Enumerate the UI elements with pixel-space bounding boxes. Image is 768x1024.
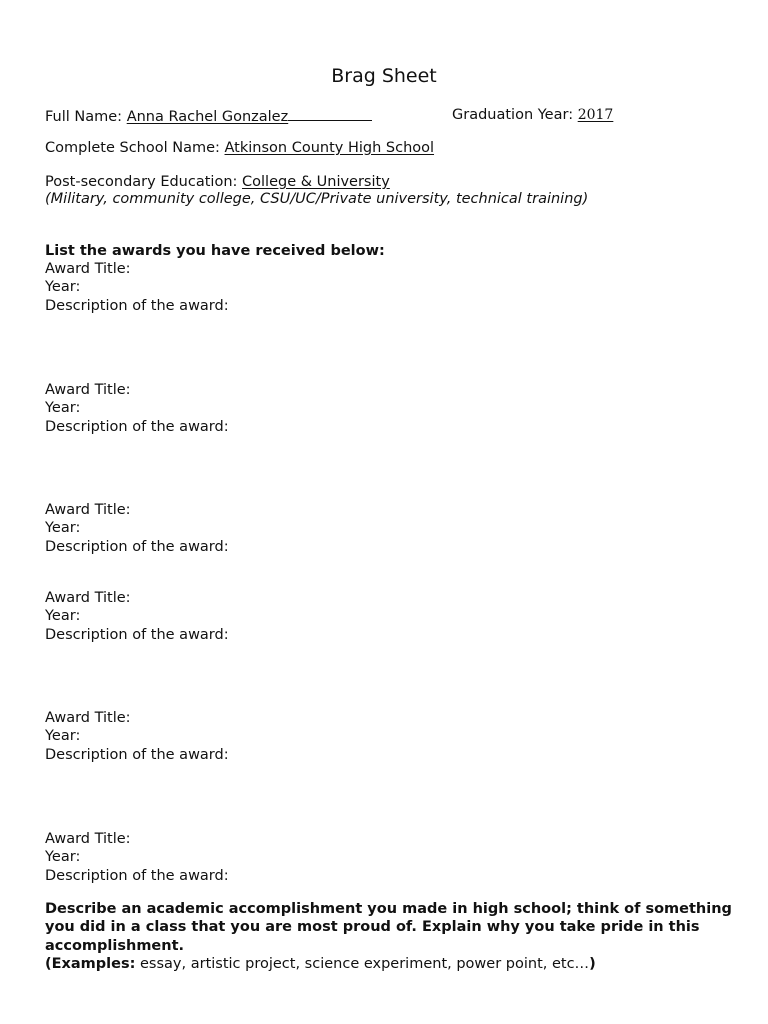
award-entry	[45, 830, 725, 885]
graduation-year-label: Graduation Year:	[452, 107, 578, 123]
award-description-label: Description of the award:	[45, 538, 229, 555]
award-title-label: Award Title:	[45, 382, 131, 398]
examples-line	[45, 955, 596, 973]
school-name-row	[45, 139, 434, 157]
award-entry	[45, 589, 725, 644]
post-secondary-row	[45, 173, 390, 191]
post-secondary-value: College & University	[242, 174, 390, 190]
award-year-label: Year:	[45, 520, 81, 537]
post-secondary-hint: (Military, community college, CSU/UC/Private university, technical training)	[45, 191, 589, 207]
award-entry	[45, 709, 725, 764]
award-entry	[45, 381, 725, 436]
full-name-blank-line	[288, 106, 372, 121]
graduation-year-value: 2017	[577, 107, 614, 123]
award-title-label: Award Title:	[45, 831, 131, 847]
full-name-row	[45, 106, 372, 126]
award-title-label: Award Title:	[45, 710, 131, 726]
award-year-label: Year:	[45, 400, 81, 417]
page-title: Brag Sheet	[331, 65, 437, 87]
award-description-label: Description of the award:	[45, 297, 229, 314]
graduation-year-row	[452, 106, 613, 124]
award-description-label: Description of the award:	[45, 867, 229, 884]
award-description-label: Description of the award:	[45, 418, 229, 435]
examples-text: essay, artistic project, science experiment, power point, etc…	[135, 956, 590, 972]
examples-label: (Examples:	[45, 956, 136, 972]
award-title-label: Award Title:	[45, 502, 131, 518]
award-description-label: Description of the award:	[45, 746, 229, 763]
full-name-label: Full Name:	[45, 109, 127, 125]
school-name-label: Complete School Name:	[45, 140, 225, 156]
award-description-label: Description of the award:	[45, 626, 229, 643]
award-year-label: Year:	[45, 608, 81, 625]
award-title-label: Award Title:	[45, 590, 131, 606]
school-name-value: Atkinson County High School	[224, 140, 435, 156]
award-entry	[45, 501, 725, 556]
examples-close: )	[589, 956, 596, 972]
award-year-label: Year:	[45, 279, 81, 296]
award-year-label: Year:	[45, 849, 81, 866]
full-name-value: Anna Rachel Gonzalez	[126, 109, 289, 125]
post-secondary-label: Post-secondary Education:	[45, 174, 243, 190]
awards-heading: List the awards you have received below:	[45, 243, 385, 259]
academic-prompt: Describe an academic accomplishment you made in high school; think of something you did in a class that you are most proud of. Explain why you take pride in this accomplishment.	[45, 901, 732, 954]
award-title-label: Award Title:	[45, 261, 131, 277]
award-year-label: Year:	[45, 728, 81, 745]
award-entry	[45, 260, 725, 315]
